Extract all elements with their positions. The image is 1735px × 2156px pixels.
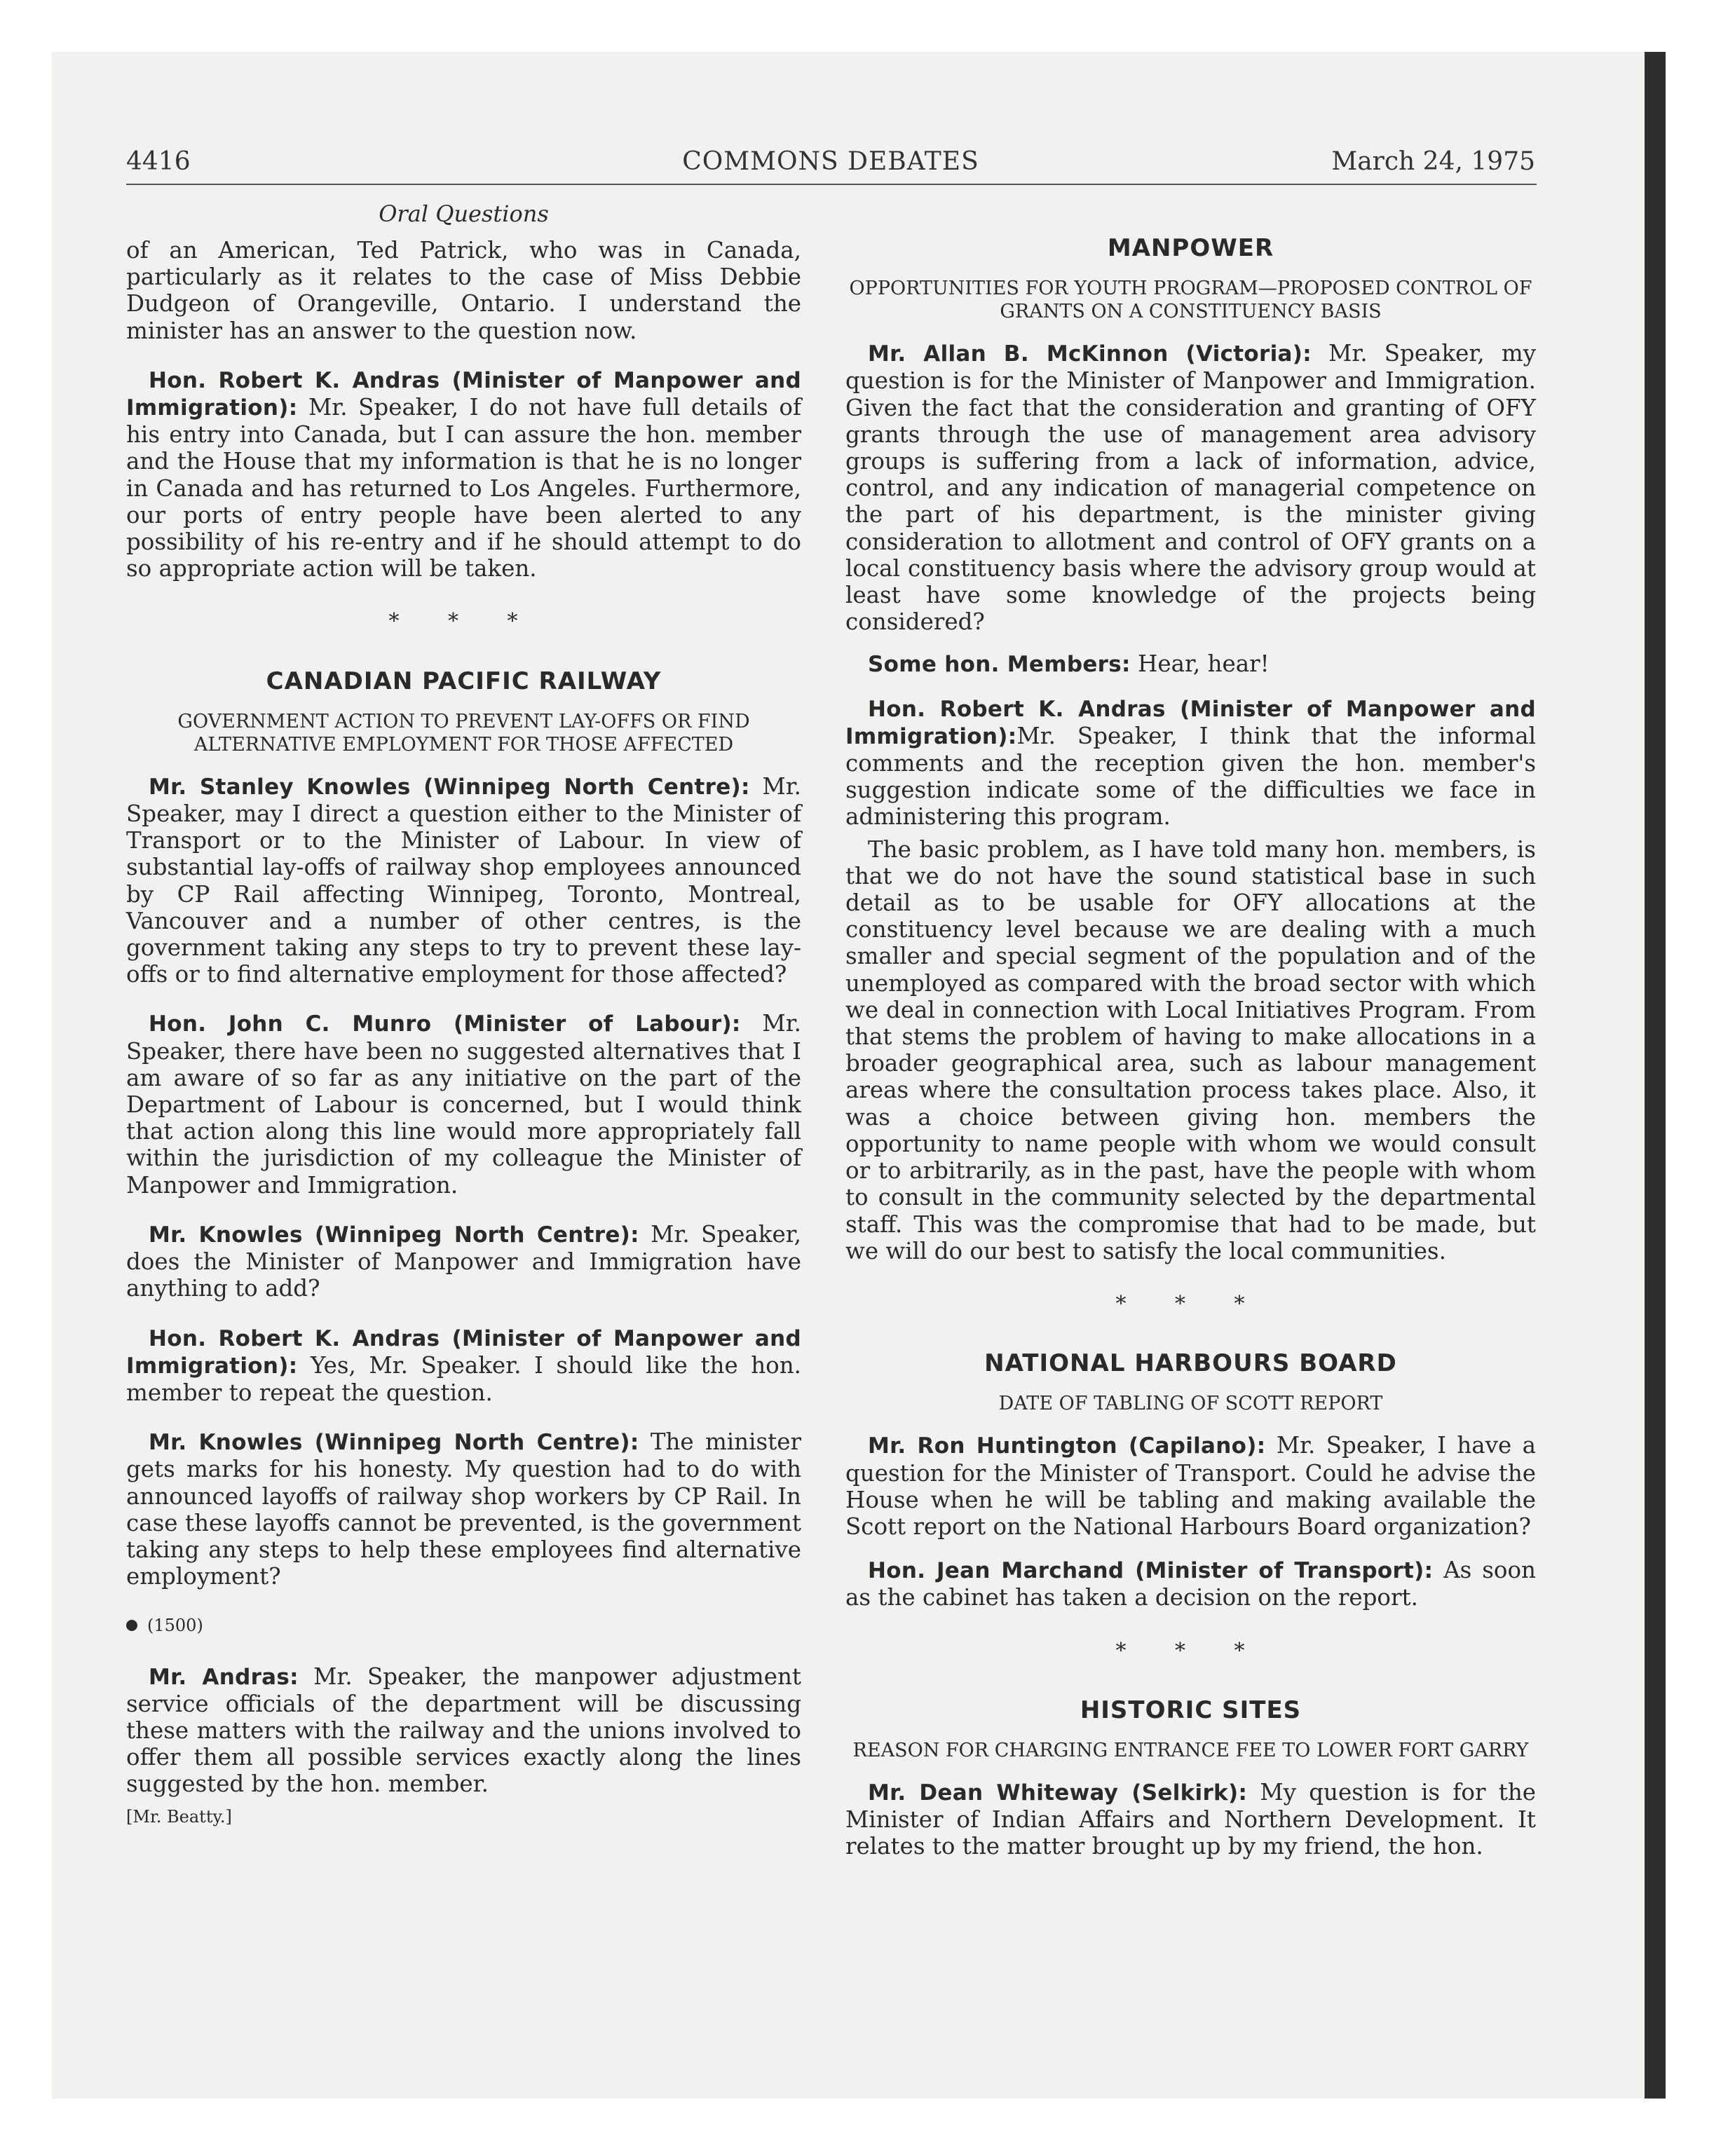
continued-paragraph: of an American, Ted Patrick, who was in Canada, particularly as it relates to the case of Miss Debbie Dudgeon of Orangeville, Ontario. I understand the minister has an answer to the question now. [126, 237, 801, 344]
speech-knowles-3 [126, 1428, 801, 1590]
speech-text: Mr. Speaker, there have been no suggested alternatives that I am aware of so far as any initiative on the part of the Department of Labour is concerned, but I would think that action along this line would more appropriately fall within the jurisdiction of my colleague the Minister of Manpower and Immigration. [126, 1010, 801, 1199]
speech-text: As soon as the cabinet has taken a decision on the report. [845, 1557, 1536, 1611]
speech-text: Mr. Speaker, my question is for the Minister of Manpower and Immigration. Given the fact that the consideration and granting of OFY grants through the use of management area advisory groups is suffering from a lack of information, advice, control, and any indication of managerial competence on the part of his department, is the minister giving consideration to allotment and control of OFY grants on a local constituency basis where the advisory group would at least have some knowledge of the projects being considered? [845, 340, 1536, 636]
speaker-name: Mr. Stanley Knowles (Winnipeg North Centre): [149, 774, 750, 800]
speaker-name: Hon. Robert K. Andras (Minister of Manpower and Immigration): [126, 1325, 801, 1379]
rubric-harbours: NATIONAL HARBOURS BOARD [984, 1349, 1397, 1378]
speech-marchand [845, 1557, 1536, 1611]
subheading-ofy: OPPORTUNITIES FOR YOUTH PROGRAM—PROPOSED CONTROL OF GRANTS ON A CONSTITUENCY BASIS [849, 278, 1532, 323]
page-date: March 24, 1975 [1331, 147, 1535, 176]
speech-knowles-1 [126, 773, 801, 988]
speech-text: Mr. Speaker, may I direct a question either to the Minister of Transport or to the Minister of Labour. In view of substantial lay-offs of railway shop employees announced by CP Rail affecting Winnipeg, Toronto, Montreal, Vancouver and a number of other centres, is the government taking any steps to try to prevent these lay-offs or to find alternative employment for those affected? [126, 772, 801, 988]
speech-andras-4 [845, 695, 1536, 831]
rubric-cp-railway: CANADIAN PACIFIC RAILWAY [266, 667, 662, 695]
time-marker [126, 1612, 801, 1639]
page-header [126, 147, 1535, 182]
speech-mckinnon [845, 340, 1536, 635]
time-label: (1500) [147, 1616, 203, 1636]
speaker-name: Mr. Knowles (Winnipeg North Centre): [149, 1222, 639, 1248]
subheading-lower-fort-garry: REASON FOR CHARGING ENTRANCE FEE TO LOWER FORT GARRY [852, 1739, 1529, 1761]
speaker-name: Mr. Knowles (Winnipeg North Centre): [149, 1430, 639, 1456]
speech-huntington [845, 1432, 1536, 1540]
speaker-name: Some hon. Members: [868, 652, 1131, 678]
publication-title: COMMONS DEBATES [682, 147, 979, 176]
interjection [845, 650, 1536, 678]
section-separator: * * * [388, 609, 539, 634]
speech-text: My question is for the Minister of Indian Affairs and Northern Development. It relates to the matter brought up by my friend, the hon. [845, 1778, 1536, 1860]
subheading-layoffs: GOVERNMENT ACTION TO PREVENT LAY-OFFS OR FIND ALTERNATIVE EMPLOYMENT FOR THOSE AFFECTED [177, 710, 750, 756]
speech-text: Yes, Mr. Speaker. I should like the hon. member to repeat the question. [126, 1351, 801, 1406]
speech-andras-3 [126, 1663, 801, 1798]
speaker-name: Mr. Allan B. McKinnon (Victoria): [868, 341, 1312, 367]
speech-andras-2 [126, 1325, 801, 1407]
speech-munro [126, 1010, 801, 1198]
speaker-name: Mr. Andras: [149, 1664, 299, 1690]
speech-text: The minister gets marks for his honesty. My question had to do with announced layoffs of railway shop workers by CP Rail. In case these layoffs cannot be prevented, is the government taking any steps to help these employees find alternative employment? [126, 1428, 801, 1590]
section-separator: * * * [1115, 1638, 1266, 1663]
speaker-name: Mr. Dean Whiteway (Selkirk): [868, 1780, 1248, 1806]
rubric-historic-sites: HISTORIC SITES [1080, 1696, 1302, 1724]
running-head: Oral Questions [379, 200, 549, 227]
header-rule [126, 184, 1537, 185]
speaker-name: Hon. John C. Munro (Minister of Labour): [149, 1011, 741, 1037]
speaker-name: Hon. Jean Marchand (Minister of Transport): [868, 1558, 1434, 1584]
rubric-manpower: MANPOWER [1107, 234, 1274, 262]
speech-text: Mr. Speaker, I think that the informal comments and the reception given the hon. member's suggestion indicate some of the difficulties we face in administering this program. [845, 722, 1536, 831]
speech-text: Mr. Speaker, the manpower adjustment service officials of the department will be discussing these matters with the railway and the unions involved to offer them all possible services exactly along the lines suggested by the hon. member. [126, 1663, 801, 1798]
speech-text: Hear, hear! [1130, 650, 1270, 678]
speech-whiteway [845, 1779, 1536, 1860]
speaker-name: Hon. Robert K. Andras (Minister of Manpower and Immigration): [126, 367, 801, 421]
subheading-scott-report: DATE OF TABLING OF SCOTT REPORT [998, 1393, 1383, 1415]
footnote: [Mr. Beatty.] [126, 1806, 232, 1827]
speaker-name: Hon. Robert K. Andras (Minister of Manpower and Immigration): [845, 696, 1536, 749]
speech-text: Mr. Speaker, I do not have full details of his entry into Canada, but I can assure the hon. member and the House that my information is that he is no longer in Canada and has returned to Los Angeles. Furthermore, our ports of entry people have been alerted to any possibility of his re-entry and if he should attempt to do so appropriate action will be taken. [126, 394, 801, 582]
speaker-name: Mr. Ron Huntington (Capilano): [868, 1433, 1266, 1459]
left-column [126, 237, 801, 1830]
right-column [845, 235, 1536, 1883]
section-separator: * * * [1115, 1291, 1266, 1316]
bullet-icon [126, 1620, 137, 1631]
speech-andras-1 [126, 367, 801, 582]
continued-answer: The basic problem, as I have told many hon. members, is that we do not have the sound statistical base in such detail as to be usable for OFY allocations at the constituency level because we are dealing with a much smaller and special segment of the population and of the unemployed as compared with the broad sector with which we deal in connection with Local Initiatives Program. From that stems the problem of having to make allocations in a broader geographical area, such as labour management areas where the consultation process takes place. Also, it was a choice between giving hon. members the opportunity to name people with whom we would consult or to arbitrarily, as in the past, have the people with whom to consult in the community selected by the departmental staff. This was the compromise that had to be made, but we will do our best to satisfy the local communities. [845, 835, 1536, 1264]
scan-edge-shadow [1645, 52, 1666, 2099]
speech-text: Mr. Speaker, does the Minister of Manpower and Immigration have anything to add? [126, 1220, 801, 1302]
speech-knowles-2 [126, 1221, 801, 1302]
page-number: 4416 [126, 147, 191, 176]
speech-text: Mr. Speaker, I have a question for the Minister of Transport. Could he advise the House when he will be tabling and making available the Scott report on the National Harbours Board organization? [845, 1432, 1536, 1540]
